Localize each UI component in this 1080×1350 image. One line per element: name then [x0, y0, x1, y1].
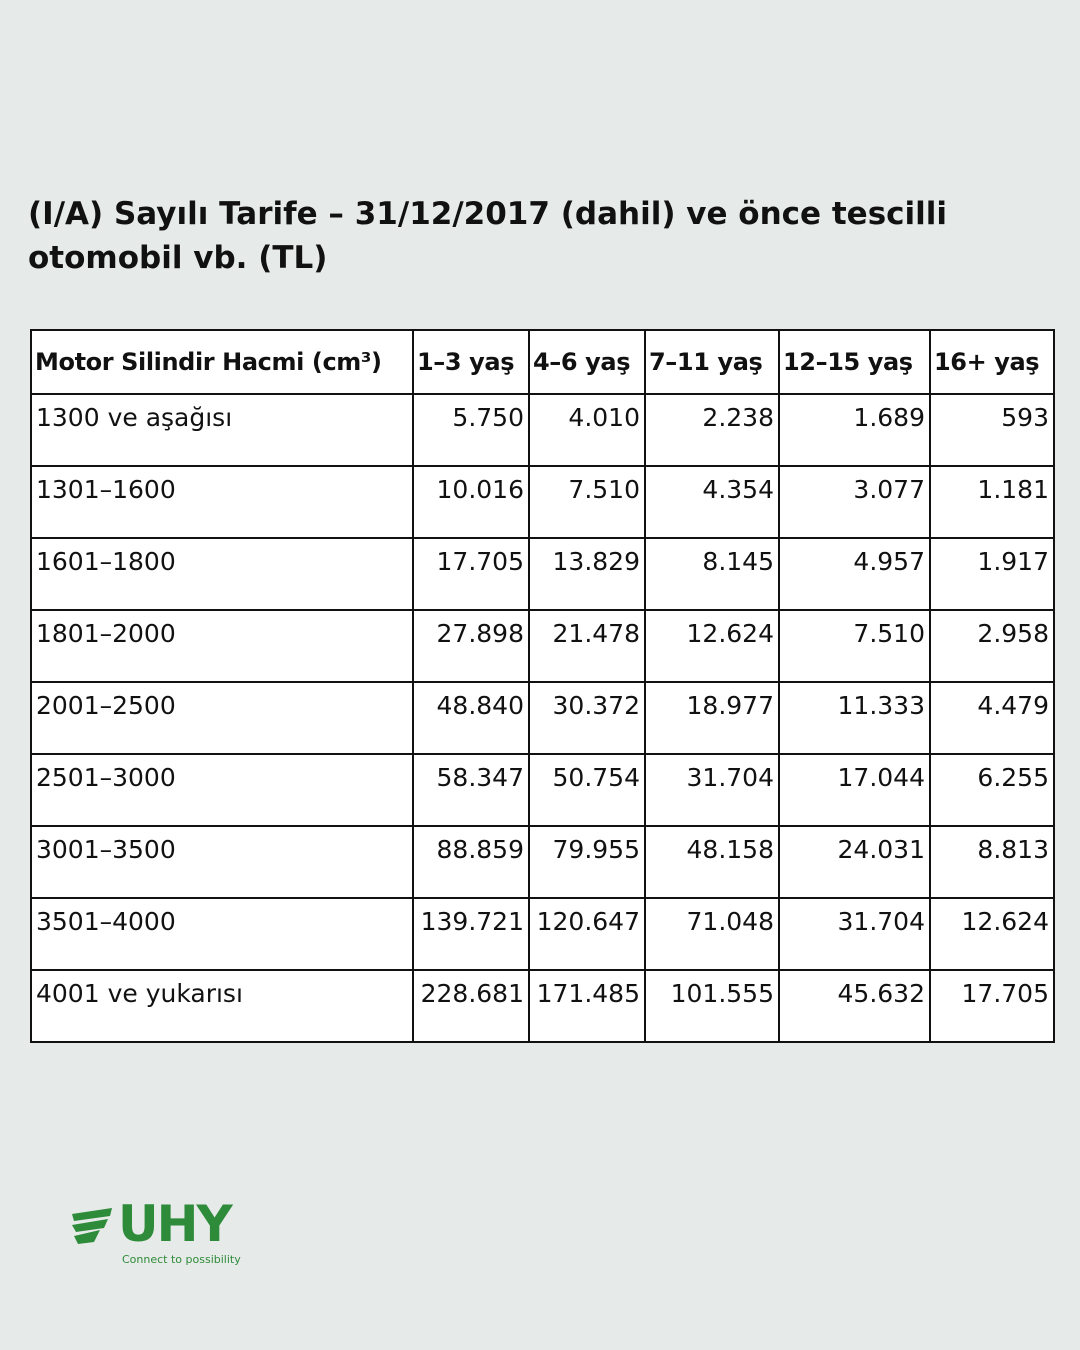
- value-cell: 18.977: [645, 682, 779, 754]
- value-cell: 1.181: [930, 466, 1054, 538]
- table-row: [31, 610, 1054, 682]
- header-cell: 4–6 yaş: [529, 330, 645, 394]
- value-cell: 120.647: [529, 898, 645, 970]
- value-cell: 79.955: [529, 826, 645, 898]
- value-cell: 17.705: [930, 970, 1054, 1042]
- value-cell: 31.704: [645, 754, 779, 826]
- table-row: [31, 754, 1054, 826]
- header-cell: 7–11 yaş: [645, 330, 779, 394]
- table-row: [31, 898, 1054, 970]
- value-cell: 45.632: [779, 970, 930, 1042]
- header-cell: 16+ yaş: [930, 330, 1054, 394]
- value-cell: 11.333: [779, 682, 930, 754]
- value-cell: 171.485: [529, 970, 645, 1042]
- header-cell: 12–15 yaş: [779, 330, 930, 394]
- logo-wordmark: UHY: [118, 1195, 231, 1253]
- value-cell: 101.555: [645, 970, 779, 1042]
- value-cell: 58.347: [413, 754, 529, 826]
- value-cell: 31.704: [779, 898, 930, 970]
- uhy-logo: [70, 1195, 270, 1272]
- value-cell: 2.958: [930, 610, 1054, 682]
- value-cell: 4.354: [645, 466, 779, 538]
- value-cell: 27.898: [413, 610, 529, 682]
- table-row: [31, 466, 1054, 538]
- table-row: [31, 394, 1054, 466]
- row-label-cell: 1300 ve aşağısı: [31, 394, 413, 466]
- row-label-cell: 2001–2500: [31, 682, 413, 754]
- table-row: [31, 538, 1054, 610]
- value-cell: 30.372: [529, 682, 645, 754]
- table-row: [31, 970, 1054, 1042]
- header-cell: Motor Silindir Hacmi (cm³): [31, 330, 413, 394]
- value-cell: 593: [930, 394, 1054, 466]
- value-cell: 17.705: [413, 538, 529, 610]
- value-cell: 8.145: [645, 538, 779, 610]
- table-row: [31, 826, 1054, 898]
- value-cell: 2.238: [645, 394, 779, 466]
- tariff-table: [30, 329, 1055, 1043]
- table-header-row: [31, 330, 1054, 394]
- value-cell: 24.031: [779, 826, 930, 898]
- value-cell: 12.624: [930, 898, 1054, 970]
- row-label-cell: 2501–3000: [31, 754, 413, 826]
- value-cell: 4.010: [529, 394, 645, 466]
- value-cell: 1.689: [779, 394, 930, 466]
- value-cell: 139.721: [413, 898, 529, 970]
- value-cell: 48.840: [413, 682, 529, 754]
- row-label-cell: 1601–1800: [31, 538, 413, 610]
- value-cell: 21.478: [529, 610, 645, 682]
- value-cell: 4.957: [779, 538, 930, 610]
- value-cell: 5.750: [413, 394, 529, 466]
- value-cell: 3.077: [779, 466, 930, 538]
- value-cell: 6.255: [930, 754, 1054, 826]
- value-cell: 7.510: [529, 466, 645, 538]
- uhy-swoosh-icon: [70, 1204, 114, 1248]
- logo-tagline: Connect to possibility: [122, 1253, 241, 1266]
- table-row: [31, 682, 1054, 754]
- value-cell: 1.917: [930, 538, 1054, 610]
- value-cell: 7.510: [779, 610, 930, 682]
- value-cell: 228.681: [413, 970, 529, 1042]
- value-cell: 13.829: [529, 538, 645, 610]
- value-cell: 17.044: [779, 754, 930, 826]
- value-cell: 50.754: [529, 754, 645, 826]
- row-label-cell: 3001–3500: [31, 826, 413, 898]
- header-cell: 1–3 yaş: [413, 330, 529, 394]
- tariff-table-container: [30, 329, 1053, 1008]
- row-label-cell: 4001 ve yukarısı: [31, 970, 413, 1042]
- value-cell: 8.813: [930, 826, 1054, 898]
- row-label-cell: 3501–4000: [31, 898, 413, 970]
- row-label-cell: 1301–1600: [31, 466, 413, 538]
- value-cell: 88.859: [413, 826, 529, 898]
- page-title: (I/A) Sayılı Tarife – 31/12/2017 (dahil) ve önce tescilli otomobil vb. (TL): [28, 196, 948, 276]
- value-cell: 4.479: [930, 682, 1054, 754]
- value-cell: 10.016: [413, 466, 529, 538]
- value-cell: 71.048: [645, 898, 779, 970]
- value-cell: 12.624: [645, 610, 779, 682]
- value-cell: 48.158: [645, 826, 779, 898]
- row-label-cell: 1801–2000: [31, 610, 413, 682]
